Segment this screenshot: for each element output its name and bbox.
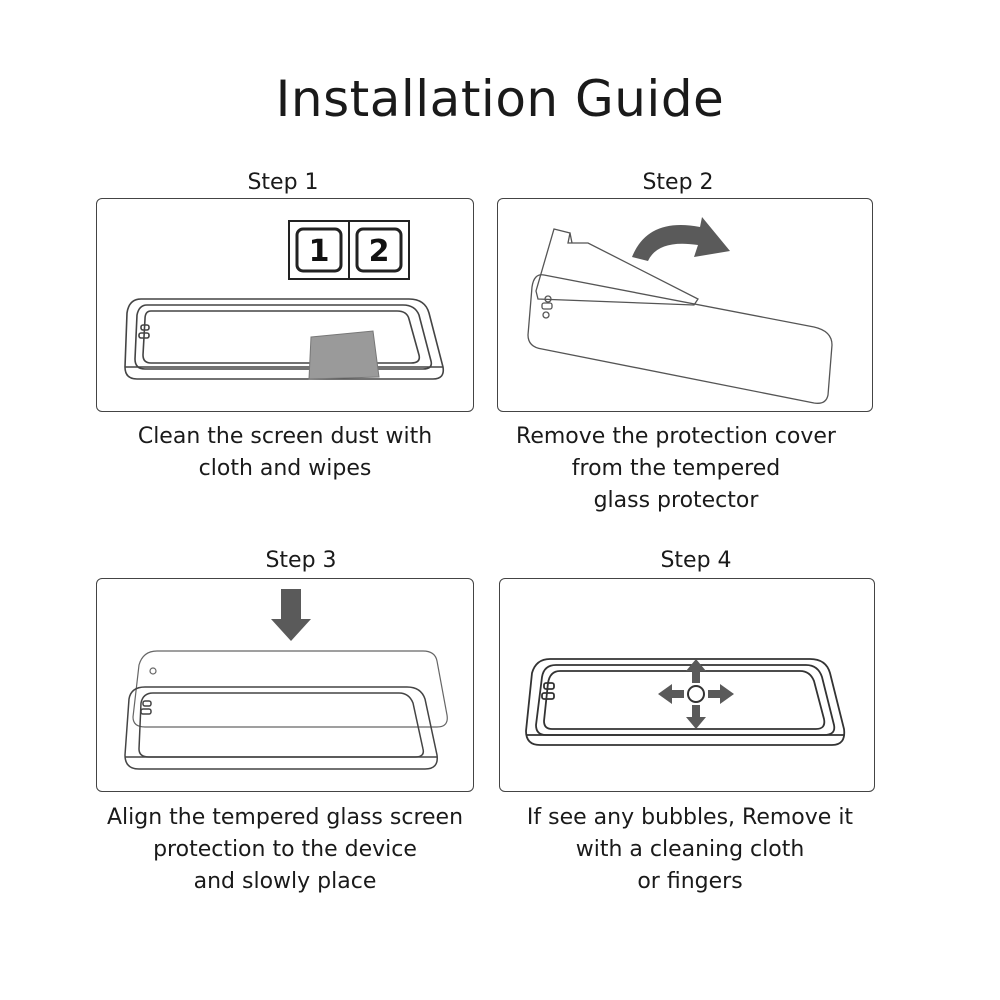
glass-protector-icon xyxy=(133,651,447,727)
down-arrow-icon xyxy=(271,589,311,641)
step-1-label: Step 1 xyxy=(247,170,319,195)
step-2-caption-line: from the tempered xyxy=(571,456,781,481)
badge-1-text: 1 xyxy=(308,234,330,269)
phone-icon xyxy=(125,687,437,769)
step-3-illustration xyxy=(97,579,475,793)
step-3-caption xyxy=(85,802,485,898)
step-4-caption-line: with a cleaning cloth xyxy=(575,837,805,862)
step-4-label: Step 4 xyxy=(660,548,732,573)
step-1-illustration xyxy=(97,199,475,413)
step-1-caption-line: Clean the screen dust with xyxy=(137,424,433,449)
badge-2-text: 2 xyxy=(368,234,390,269)
spread-arrows-icon xyxy=(658,659,734,729)
curved-arrow-icon xyxy=(632,217,730,261)
step-3-caption-line: and slowly place xyxy=(193,869,377,894)
glass-protector-icon xyxy=(528,275,832,404)
step-4-caption-line: or fingers xyxy=(637,869,743,894)
phone-icon xyxy=(125,299,443,379)
step-4-illustration xyxy=(500,579,876,793)
step-2-illustration xyxy=(498,199,874,413)
step-2-caption-line: Remove the protection cover xyxy=(516,424,836,449)
phone-icon xyxy=(526,659,844,745)
step-2-label: Step 2 xyxy=(642,170,714,195)
step-3-label: Step 3 xyxy=(265,548,337,573)
step-2-panel xyxy=(497,198,873,412)
step-4-caption-line: If see any bubbles, Remove it xyxy=(526,805,854,830)
step-3-caption-line: protection to the device xyxy=(153,837,417,862)
step-1-caption-line: cloth and wipes xyxy=(198,456,372,481)
step-3-caption-line: Align the tempered glass screen xyxy=(106,805,464,830)
step-3-panel xyxy=(96,578,474,792)
page-title: Installation Guide xyxy=(275,70,725,128)
step-1-panel xyxy=(96,198,474,412)
step-1-caption xyxy=(85,421,485,485)
step-4-caption xyxy=(490,802,890,898)
step-2-caption xyxy=(476,421,876,517)
step-4-panel xyxy=(499,578,875,792)
cloth-icon xyxy=(309,331,379,379)
step-2-caption-line: glass protector xyxy=(593,488,759,513)
